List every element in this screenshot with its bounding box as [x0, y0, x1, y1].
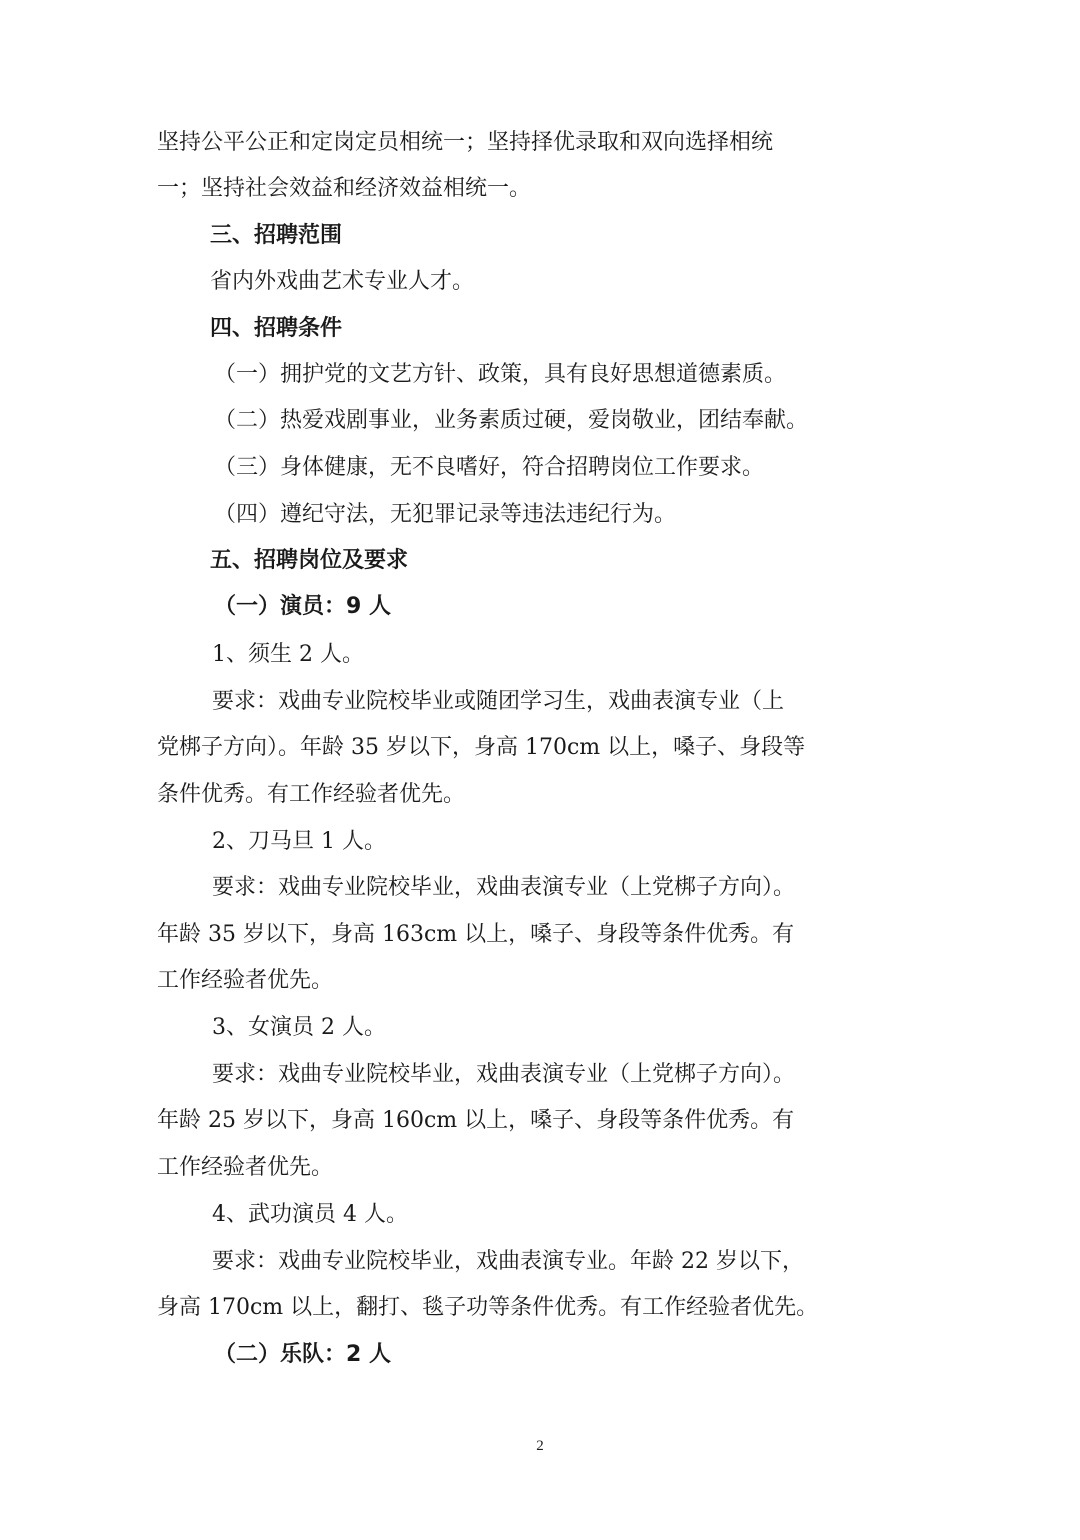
- paragraph-line: 2、刀马旦 1 人。: [212, 829, 386, 854]
- paragraph-line: 年龄 35 岁以下，身高 163cm 以上，嗓子、身段等条件优秀。有: [157, 922, 795, 947]
- paragraph-line: 要求：戏曲专业院校毕业，戏曲表演专业（上党梆子方向）。: [212, 1062, 796, 1087]
- section-heading: 五、招聘岗位及要求: [210, 548, 409, 573]
- paragraph-line: （四）遵纪守法，无犯罪记录等违法违纪行为。: [214, 502, 677, 527]
- paragraph-line: 要求：戏曲专业院校毕业，戏曲表演专业。年龄 22 岁以下，: [212, 1249, 804, 1274]
- paragraph-line: 工作经验者优先。: [157, 968, 334, 993]
- paragraph-line: 1、须生 2 人。: [212, 642, 364, 667]
- subsection-heading: （一）演员：9 人: [214, 594, 391, 619]
- paragraph-line: 3、女演员 2 人。: [212, 1015, 386, 1040]
- paragraph-line: 党梆子方向）。年龄 35 岁以下，身高 170cm 以上，嗓子、身段等: [157, 735, 806, 760]
- section-heading: 三、招聘范围: [210, 223, 343, 248]
- paragraph-line: 工作经验者优先。: [157, 1155, 334, 1180]
- paragraph-line: 条件优秀。有工作经验者优先。: [157, 782, 466, 807]
- paragraph-line: 身高 170cm 以上，翻打、毯子功等条件优秀。有工作经验者优先。: [157, 1295, 819, 1320]
- paragraph-line: 4、武功演员 4 人。: [212, 1202, 408, 1227]
- subsection-heading: （二）乐队：2 人: [214, 1342, 391, 1367]
- page-number: 2: [536, 1438, 544, 1454]
- paragraph-line: 要求：戏曲专业院校毕业，戏曲表演专业（上党梆子方向）。: [212, 875, 796, 900]
- section-heading: 四、招聘条件: [210, 316, 343, 341]
- paragraph-line: （一）拥护党的文艺方针、政策，具有良好思想道德素质。: [214, 362, 787, 387]
- paragraph-line: （三）身体健康，无不良嗜好，符合招聘岗位工作要求。: [214, 455, 765, 480]
- paragraph-line: （二）热爱戏剧事业，业务素质过硬，爱岗敬业，团结奉献。: [214, 408, 809, 433]
- paragraph-line: 年龄 25 岁以下，身高 160cm 以上，嗓子、身段等条件优秀。有: [157, 1108, 795, 1133]
- paragraph-line: 一；坚持社会效益和经济效益相统一。: [157, 176, 532, 201]
- paragraph-line: 省内外戏曲艺术专业人才。: [210, 269, 475, 294]
- paragraph-line: 坚持公平公正和定岗定员相统一；坚持择优录取和双向选择相统: [157, 130, 774, 155]
- paragraph-line: 要求：戏曲专业院校毕业或随团学习生，戏曲表演专业（上: [212, 689, 785, 714]
